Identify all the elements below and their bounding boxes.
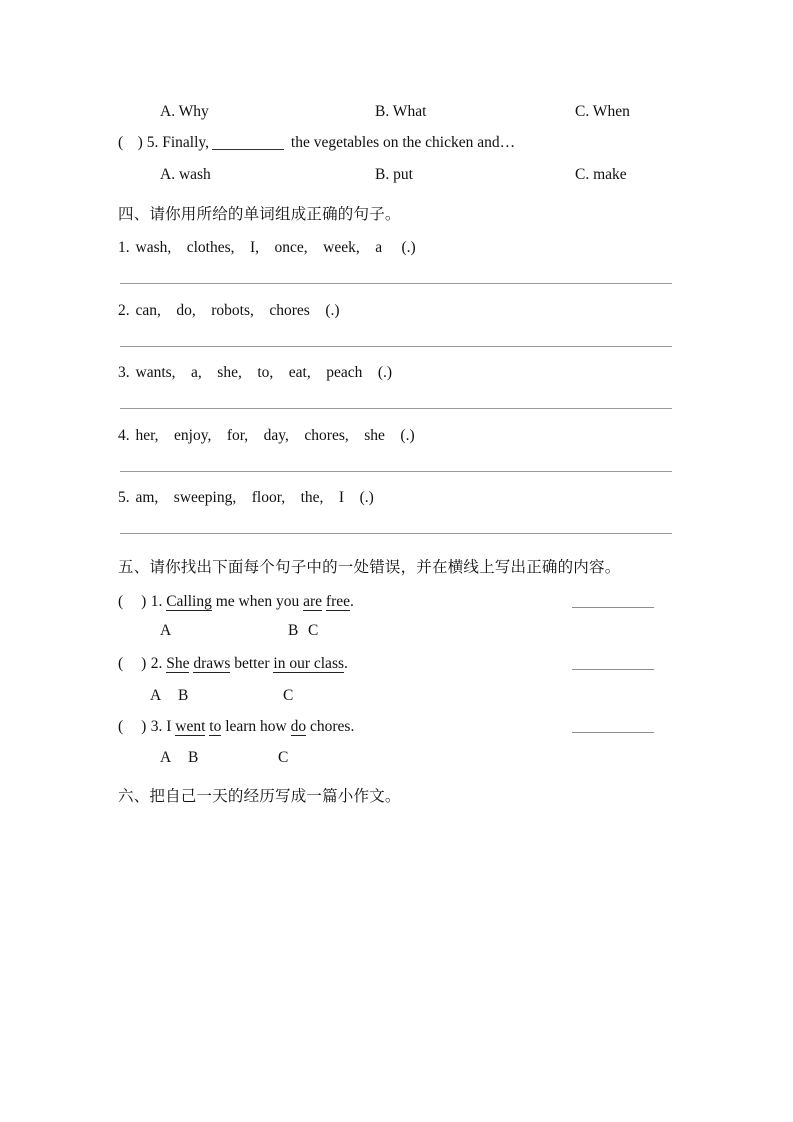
plain-part: me when you bbox=[211, 593, 304, 610]
underlined-part-b: draws bbox=[193, 655, 231, 672]
option-c[interactable]: C. make bbox=[575, 166, 627, 183]
plain-part: learn how bbox=[221, 718, 291, 735]
answer-parenthesis[interactable]: ( ) bbox=[118, 593, 147, 610]
question5-text-after: the vegetables on the chicken and… bbox=[290, 134, 516, 151]
question5-options-row bbox=[118, 166, 678, 188]
question5-stem bbox=[118, 134, 515, 152]
underlined-part-a: Calling bbox=[166, 593, 212, 610]
answer-parenthesis[interactable]: ( bbox=[118, 134, 124, 151]
section4-item-1 bbox=[118, 239, 416, 257]
question5-blank-input[interactable] bbox=[212, 149, 284, 150]
underlined-part-c: do bbox=[290, 718, 307, 735]
underlined-part-a: went bbox=[175, 718, 206, 735]
answer-rule-2[interactable] bbox=[120, 346, 672, 347]
question5-number: 5. bbox=[146, 134, 159, 151]
section4-item-2 bbox=[118, 302, 340, 320]
underlined-part-b: to bbox=[209, 718, 222, 735]
item-number: 1. bbox=[118, 239, 130, 256]
section-4-heading: 四、请你用所给的单词组成正确的句子。 bbox=[118, 205, 401, 223]
marker-c: C bbox=[283, 687, 294, 704]
correction-blank-2[interactable] bbox=[572, 669, 654, 670]
correction-blank-1[interactable] bbox=[572, 607, 654, 608]
question5-text-before: Finally, bbox=[162, 134, 210, 151]
marker-a: A bbox=[160, 749, 172, 766]
marker-c: C bbox=[308, 622, 319, 639]
question4-options-row bbox=[118, 103, 678, 125]
option-c[interactable]: C. When bbox=[575, 103, 630, 120]
underlined-part-c: free bbox=[325, 593, 350, 610]
option-b[interactable]: B. put bbox=[375, 166, 413, 183]
marker-a: A bbox=[150, 687, 162, 704]
marker-b: B bbox=[188, 749, 199, 766]
plain-part: . bbox=[350, 593, 354, 610]
item-number: 5. bbox=[118, 489, 130, 506]
option-a[interactable]: A. wash bbox=[160, 166, 211, 183]
section5-item-1 bbox=[118, 593, 354, 611]
plain-part: . bbox=[344, 655, 348, 672]
answer-rule-1[interactable] bbox=[120, 283, 672, 284]
item-words: her, enjoy, for, day, chores, she (.) bbox=[135, 427, 415, 444]
item-words: wash, clothes, I, once, week, a (.) bbox=[135, 239, 416, 256]
section4-item-3 bbox=[118, 364, 392, 382]
section-5-heading: 五、请你找出下面每个句子中的一处错误，并在横线上写出正确的内容。 bbox=[118, 558, 621, 576]
section5-item-2 bbox=[118, 655, 348, 673]
marker-b: B bbox=[288, 622, 299, 639]
item-words: can, do, robots, chores (.) bbox=[135, 302, 340, 319]
item-number: 3. bbox=[150, 718, 163, 735]
marker-c: C bbox=[278, 749, 289, 766]
option-b[interactable]: B. What bbox=[375, 103, 427, 120]
underlined-part-b: are bbox=[303, 593, 323, 610]
marker-a: A bbox=[160, 622, 172, 639]
answer-rule-3[interactable] bbox=[120, 408, 672, 409]
item-number: 4. bbox=[118, 427, 130, 444]
plain-part: better bbox=[230, 655, 274, 672]
plain-part: I bbox=[166, 718, 176, 735]
answer-parenthesis[interactable]: ( ) bbox=[118, 655, 147, 672]
plain-part: chores. bbox=[306, 718, 355, 735]
item-number: 2. bbox=[118, 302, 130, 319]
underlined-part-c: in our class bbox=[273, 655, 345, 672]
answer-rule-5[interactable] bbox=[120, 533, 672, 534]
section-6-heading: 六、把自己一天的经历写成一篇小作文。 bbox=[118, 787, 401, 805]
item-number: 3. bbox=[118, 364, 130, 381]
underlined-part-a: She bbox=[166, 655, 190, 672]
answer-rule-4[interactable] bbox=[120, 471, 672, 472]
item-number: 2. bbox=[150, 655, 163, 672]
marker-b: B bbox=[178, 687, 189, 704]
answer-parenthesis[interactable]: ( ) bbox=[118, 718, 147, 735]
section4-item-5 bbox=[118, 489, 374, 507]
item-number: 1. bbox=[150, 593, 163, 610]
section4-item-4 bbox=[118, 427, 415, 445]
correction-blank-3[interactable] bbox=[572, 732, 654, 733]
item-words: wants, a, she, to, eat, peach (.) bbox=[135, 364, 393, 381]
section5-item-3 bbox=[118, 718, 354, 736]
option-a[interactable]: A. Why bbox=[160, 103, 209, 120]
item-words: am, sweeping, floor, the, I (.) bbox=[135, 489, 374, 506]
answer-paren-close[interactable]: ) bbox=[137, 134, 143, 151]
